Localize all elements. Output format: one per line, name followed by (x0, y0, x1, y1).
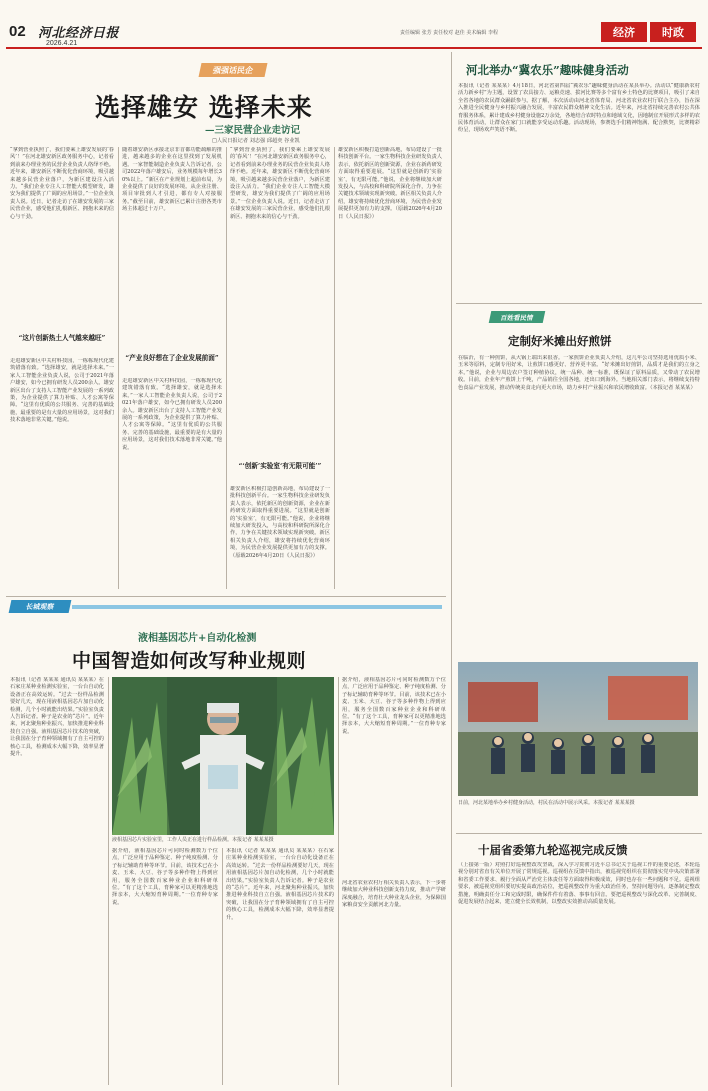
article-para-2a: 随着雄安新区承接北京非首都功能疏解的推进，越来越多的企业在这里找到了发展机遇。一家智能制造企业负责人告诉记者，公司2022年落户雄安后，业务规模每年增长30%以上。“新区在产业规划上超前布局，为企业提供了良好的发展环境。从企业注册、项目审批到人才引进，都有专人对接服务。”截至目前，雄安新区已累计注册各类市场主体超过十万户。 (122, 147, 222, 213)
subhead-2: “产业良好想在了企业发展前面” (125, 354, 219, 362)
seed-body-5: 河北省农业农村厅相关负责人表示，下一步将继续加大种业科技创新支持力度，推动产学研深度融合，培育壮大种业龙头企业，为保障国家粮食安全贡献河北力量。 (342, 880, 446, 909)
article-para-3b: 雄安新区积极打造创新高地，布局建设了一批科技创新平台。一家生物科技企业研发负责人表示，依托新区的创新资源，企业在新药研发方面取得重要进展。“这里就是创新的‘实验室’，有无限可能。”他说，企业将继续加大研发投入，与高校和科研院所深化合作，力争在关键技术领域实现新突破。新区相关负责人介绍，雄安将持续优化营商环境，为民营企业发展提供更加有力的支撑。（原载2026年4月20日《人民日报》） (230, 486, 330, 559)
seed-body-2: 据介绍，液相基因芯片可同时检测数万个位点，广泛应用于品种鉴定、种子纯度检测、分子标记辅助育种等环节。目前，该技术已在小麦、玉米、大豆、谷子等多种作物上得到应用，服务全国数百家种业企业和科研单位。“有了这个工具，育种家可以更精准地选择亲本，大大缩短育种周期。”一位育种专家说。 (112, 848, 218, 906)
article-intro: “拿到营业执照了，我们要乘上雄安发展的‘春风’！”在河北雄安新区政务服务中心，记者看到前来办理业务的民营企业负责人络绎不绝。近年来，雄安新区不断优化营商环境，吸引越来越多民营企业落户，为新区建设注入活力。“我们企业专注人工智能大模型研发，雄安为我们提供了广阔的应用场景。”一位企业负责人说。近日，记者走访了在雄安发展的三家民营企业，感受他们扎根新区、拥抱未来的信心与干劲。 (10, 147, 114, 220)
headline-pancake: 定制好米摊出好煎饼 (508, 334, 612, 348)
headline-inspection: 十届省委第九轮巡视完成反馈 (478, 843, 628, 857)
photo-lab (112, 677, 334, 835)
section-tag-economy (601, 22, 647, 42)
page-number: 02 (9, 23, 26, 40)
banner-great-wall-label: 长城观察 (25, 601, 56, 611)
right-column-divider (451, 52, 452, 1087)
col-divider (118, 147, 119, 589)
issue-date: 2026.4.21 (46, 40, 78, 47)
masthead (0, 0, 708, 50)
subhead-3: “‘创新’实验室‘有无限可能’” (238, 462, 322, 470)
article-para-2b: 走进雄安新区中关村科技园，一栋栋现代化建筑错落有致。“选择雄安，就是选择未来。”一家人工智能企业负责人说，公司于2021年落户雄安，如今已拥有研发人员200余人。雄安新区出台了支持人工智能产业发展的一系列政策，为企业提供了算力补贴、人才公寓等保障。“这里有优质的公共服务、完善的基础设施，最重要的是有大量的应用场景，这对我们技术落地非常关键。”他说。 (122, 378, 222, 451)
headline-seed-industry: 中国智造如何改写种业规则 (72, 650, 307, 672)
decorative-stripe (72, 605, 442, 609)
caption-lab: 液相基因芯片实验室里，工作人员正在进行样品检测。本报记者 某某某摄 (112, 837, 274, 843)
headline-fitness: 河北举办“冀农乐”趣味健身活动 (466, 63, 629, 77)
col-divider (338, 677, 339, 1085)
masthead-rule (6, 47, 702, 49)
col-divider (222, 848, 223, 1085)
seed-body-3: 本报讯（记者 某某某 通讯员 某某某）在石家庄某种业检测实验室，一台台自动化设备正在高效运转。“过去一份样品检测要好几天，现在用液相基因芯片加自动化检测，几个小时就能出结果。”实验室负责人告诉记者。种子是农业的“芯片”。近年来，河北聚焦种业振兴，加快推进种业科技自立自强。液相基因芯片技术的突破，让我国在分子育种领域拥有了自主可控的核心工具，检测成本大幅下降，效率显著提升。 (226, 848, 334, 921)
banner-strong-enterprise (199, 63, 268, 77)
article-para-1: 走进雄安新区中关村科技园，一栋栋现代化建筑错落有致。“选择雄安，就是选择未来。”一家人工智能企业负责人说，公司于2021年落户雄安，如今已拥有研发人员200余人。雄安新区出台了支持人工智能产业发展的一系列政策，为企业提供了算力补贴、人才公寓等保障。“这里有优质的公共服务、完善的基础设施，最重要的是有大量的应用场景，这对我们技术落地非常关键。”他说。 (10, 358, 114, 424)
pancake-body: 在临沂，有一种煎饼，从大锅上端出来很香。一家煎饼企业负责人介绍，这几年公司坚持选用优质小米、玉米等原料，定制专用好米，让煎饼口感更好、营养更丰富。“好米摊出好煎饼，品质才是我们的立身之本。”他说，企业与周边农户签订种植协议，统一品种、统一标准，既保证了原料品质，又带动了农民增收。目前，企业年产煎饼上千吨，产品销往全国各地，还出口到海外。当地相关部门表示，将继续支持特色食品产业发展，推动传统美食走向更大市场，助力乡村产业振兴和农民增收致富。（本报记者 某某某） (458, 355, 700, 391)
headline-xiongan: 选择雄安 选择未来 (95, 93, 313, 122)
fitness-body: 本报讯（记者 某某某）4月18日，河北省第四届“冀农乐”趣味健身活动在某县举办。活动以“健康新农村 活力新乡村”为主题，设置了农具接力、运粮竞速、拔河比赛等多个富有乡土特色的比赛项目，吸引了来自全省各地的农民群众踊跃参与。据了解，本次活动由河北省体育局、河北省农业农村厅联合主办，旨在深入推进全民健身与乡村振兴融合发展，丰富农民群众精神文化生活。近年来，河北省持续完善农村公共体育服务体系，累计建成乡村健身设施2万余处，各地结合农时特点和地域文化，因地制宜开展形式多样的农民体育活动，让群众在家门口就能享受运动乐趣。活动现场，参赛选手们精神饱满、配合默契，比赛精彩纷呈，现场欢声笑语不断。 (458, 83, 700, 134)
kicker-gene-chip: 液相基因芯片+自动化检测 (138, 633, 257, 644)
banner-strong-enterprise-label: 强强话民企 (212, 64, 255, 75)
article-para-4: 雄安新区积极打造创新高地，布局建设了一批科技创新平台。一家生物科技企业研发负责人表示，依托新区的创新资源，企业在新药研发方面取得重要进展。“这里就是创新的‘实验室’，有无限可能。”他说，企业将继续加大研发投入，与高校和科研院所深化合作，力争在关键技术领域实现新突破。新区相关负责人介绍，雄安将持续优化营商环境，为民营企业发展提供更加有力的支撑。（原载2026年4月20日《人民日报》） (338, 147, 442, 220)
inspection-body: （上接第一版）对照打好巡视整改攻坚战，深入学习贯彻习近平总书记关于巡视工作的重要论述，本轮巡视分别对省直有关单位开展了常规巡视。巡视组在反馈中指出，被巡视党组织在贯彻落实党中央决策部署和省委工作要求、履行全面从严治党主体责任等方面取得积极成效，同时也存在一些问题和不足。巡视组要求，被巡视党组织要切实提高政治站位，把巡视整改作为重大政治任务，坚持问题导向，逐条制定整改措施，明确责任分工和完成时限，确保件件有着落、事事有回音。要把巡视整改与深化改革、完善制度、促进发展结合起来，建立健全长效机制，以整改实效推动高质量发展。 (458, 862, 700, 906)
col-divider (334, 147, 335, 589)
photo-villagers-image (458, 662, 698, 796)
section-tag-politics (650, 22, 696, 42)
banner-great-wall (9, 600, 72, 613)
section-rule (456, 303, 702, 304)
section-rule (6, 596, 446, 597)
section-tag-politics-label: 时政 (662, 26, 684, 39)
editors-line: 责任编辑 张芳 责任校对 赵佳 美术编辑 李程 (400, 30, 498, 36)
col-divider (108, 677, 109, 1085)
paper-name: 河北经济日报 (38, 26, 120, 41)
subhead-1: “这片创新热土人气越来越旺” (18, 334, 106, 342)
photo-lab-image (112, 677, 334, 835)
article-para-3a: “拿到营业执照了，我们要乘上雄安发展的‘春风’！”在河北雄安新区政务服务中心，记者看到前来办理业务的民营企业负责人络绎不绝。近年来，雄安新区不断优化营商环境，吸引越来越多民营企业落户，为新区建设注入活力。“我们企业专注人工智能大模型研发，雄安为我们提供了广阔的应用场景。”一位企业负责人说。近日，记者走访了在雄安发展的三家民营企业，感受他们扎根新区、拥抱未来的信心与干劲。 (230, 147, 330, 220)
banner-people (489, 311, 546, 323)
banner-people-label: 百姓看民情 (499, 313, 534, 322)
byline-xiongan: □人民日报记者 刘志强 邱超奕 谷业凯 (212, 138, 300, 144)
subheadline-xiongan: —三家民营企业走访记 (205, 125, 301, 136)
section-tag-economy-label: 经济 (613, 26, 635, 39)
col-divider (226, 147, 227, 589)
section-rule (456, 833, 702, 834)
photo-villagers (458, 662, 698, 796)
seed-body-4: 据介绍，液相基因芯片可同时检测数万个位点，广泛应用于品种鉴定、种子纯度检测、分子标记辅助育种等环节。目前，该技术已在小麦、玉米、大豆、谷子等多种作物上得到应用，服务全国数百家种业企业和科研单位。“有了这个工具，育种家可以更精准地选择亲本，大大缩短育种周期。”一位育种专家说。 (342, 677, 446, 735)
seed-body-1: 本报讯（记者 某某某 通讯员 某某某）在石家庄某种业检测实验室，一台台自动化设备正在高效运转。“过去一份样品检测要好几天，现在用液相基因芯片加自动化检测，几个小时就能出结果。”实验室负责人告诉记者。种子是农业的“芯片”。近年来，河北聚焦种业振兴，加快推进种业科技自立自强。液相基因芯片技术的突破，让我国在分子育种领域拥有了自主可控的核心工具，检测成本大幅下降，效率显著提升。 (10, 677, 104, 758)
caption-villagers: 日前，河北某地举办乡村健身活动，村民在活动中展示风采。本报记者 某某某摄 (458, 800, 635, 806)
